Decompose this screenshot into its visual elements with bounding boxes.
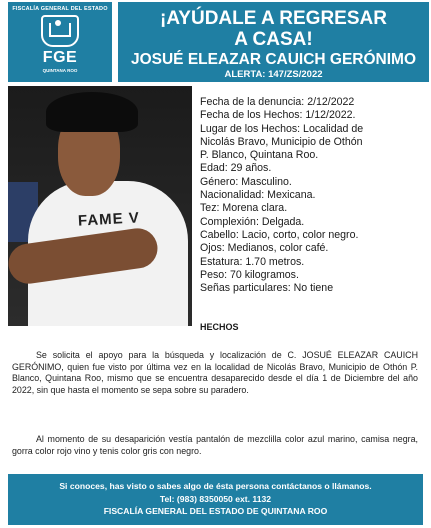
banner-title-line1: ¡AYÚDALE A REGRESAR [160,8,387,29]
footer-agency: FISCALÍA GENERAL DEL ESTADO DE QUINTANA ROO [103,506,328,516]
detail-row: Género: Masculino. [200,175,292,188]
detail-row: Peso: 70 kilogramos. [200,268,299,281]
detail-row: Complexión: Delgada. [200,215,305,228]
emblem-icon [41,15,79,47]
person-photo [8,86,192,326]
footer-contact-line: Si conoces, has visto o sabes algo de ésta persona contáctanos o llámanos. [59,481,372,491]
detail-row: Nicolás Bravo, Municipio de Othón [200,135,363,148]
detail-row: Cabello: Lacio, corto, color negro. [200,228,359,241]
detail-row: Edad: 29 años. [200,162,272,175]
detail-row: P. Blanco, Quintana Roo. [200,149,319,162]
detail-row: Ojos: Medianos, color café. [200,242,329,255]
person-details [200,96,428,295]
clothing-paragraph: Al momento de su desaparición vestía pantalón de mezclilla color azul marino, camisa negra, gorra color rojo vino y tenis color gris con negro. [12,434,418,456]
logo-top-text: FISCALÍA GENERAL DEL ESTADO [12,6,108,12]
detail-row: Nacionalidad: Mexicana. [200,189,316,202]
logo-bottom-text: QUINTANA ROO [42,68,78,73]
detail-row: Lugar de los Hechos: Localidad de [200,122,364,135]
detail-row: Fecha de los Hechos: 1/12/2022. [200,109,356,122]
footer-phone: Tel: (983) 8350050 ext. 1132 [159,493,272,504]
missing-person-name: JOSUÉ ELEAZAR CAUICH GERÓNIMO [130,51,417,68]
title-banner [118,2,429,82]
detail-row: Señas particulares: No tiene [200,282,334,295]
detail-row: Fecha de la denuncia: 2/12/2022 [200,96,355,108]
banner-title-line2: A CASA! [234,29,313,50]
alert-number: ALERTA: 147/ZS/2022 [224,69,323,80]
detail-row: Tez: Morena clara. [200,202,288,215]
section-title-hechos: HECHOS [200,322,239,332]
contact-footer [8,474,423,525]
detail-row: Estatura: 1.70 metros. [200,255,305,268]
photo-shirt-text: FAME V [77,209,141,230]
header [0,0,431,84]
photo-cap [46,92,138,132]
facts-paragraph: Se solicita el apoyo para la búsqueda y localización de C. JOSUÉ ELEAZAR CAUICH GERÓNIMO, quien fue visto por última vez en la localidad de Nicolás Bravo, Municipio de Othón P. Blanco, Quintana Roo, mismo que se encuentra desaparecido desde el día 1 de Diciembre del año 2022, sin que hasta el momento se sepa sobre su paradero. [12,350,418,395]
logo-acronym: FGE [42,49,78,66]
fge-logo [8,2,112,82]
